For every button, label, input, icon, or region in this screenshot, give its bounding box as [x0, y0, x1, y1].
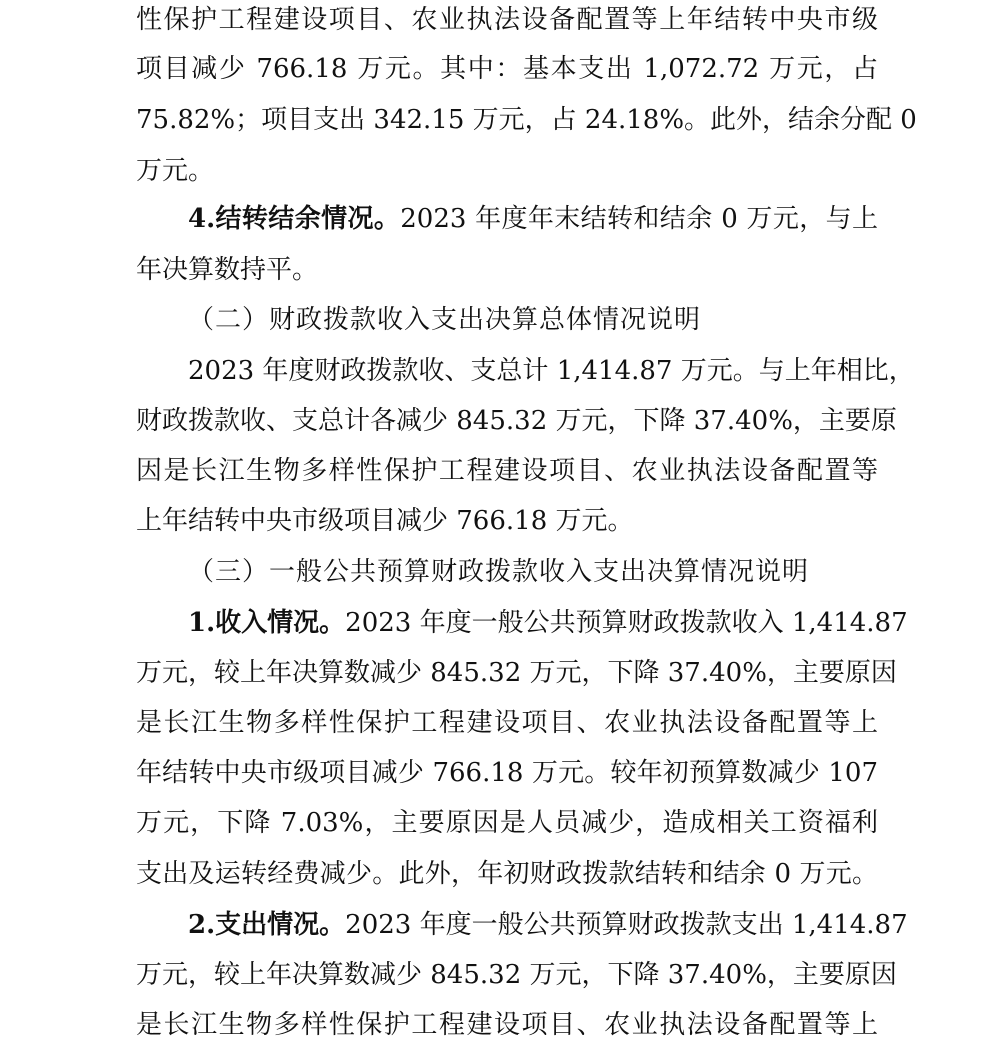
line-text: 因是长江生物多样性保护工程建设项目、农业执法设备配置等 [136, 456, 878, 486]
line-text: 年结转中央市级项目减少 766.18 万元。较年初预算数减少 107 [136, 758, 878, 788]
bold-heading: 2.支出情况。 [188, 910, 346, 940]
paragraph-line [136, 703, 878, 743]
line-text: 上年结转中央市级项目减少 766.18 万元。 [136, 506, 634, 536]
line-text: 2023 年度一般公共预算财政拨款支出 1,414.87 [345, 910, 908, 940]
paragraph-line [136, 100, 917, 140]
paragraph-line [188, 351, 915, 391]
subsection-title [188, 300, 701, 340]
paragraph-line [136, 955, 897, 995]
subsection-title [188, 552, 809, 592]
line-text: 年决算数持平。 [136, 255, 319, 285]
line-text: 2023 年度财政拨款收、支总计 1,414.87 万元。与上年相比， [188, 356, 915, 386]
paragraph-line [136, 501, 634, 541]
section-heading-line [188, 603, 908, 643]
paragraph-line [136, 854, 878, 894]
line-text: 2023 年度一般公共预算财政拨款收入 1,414.87 [345, 608, 908, 638]
line-text: 万元。 [136, 156, 215, 186]
line-text: 是长江生物多样性保护工程建设项目、农业执法设备配置等上 [136, 708, 878, 738]
paragraph-line [136, 753, 878, 793]
paragraph-line [136, 49, 878, 89]
line-text: 项目减少 766.18 万元。其中：基本支出 1,072.72 万元，占 [136, 54, 878, 84]
paragraph-line [136, 653, 897, 693]
paragraph-line [136, 0, 878, 40]
paragraph-line [136, 803, 878, 843]
paragraph-line [136, 250, 318, 290]
line-text: 财政拨款收、支总计各减少 845.32 万元，下降 37.40%，主要原 [136, 406, 897, 436]
paragraph-line [136, 1005, 878, 1045]
line-text: 75.82%；项目支出 342.15 万元，占 24.18%。此外，结余分配 0 [136, 105, 917, 135]
line-text: 是长江生物多样性保护工程建设项目、农业执法设备配置等上 [136, 1010, 878, 1040]
line-text: 万元，较上年决算数减少 845.32 万元，下降 37.40%，主要原因 [136, 960, 897, 990]
paragraph-line [136, 401, 897, 441]
section-heading-line [188, 905, 908, 945]
line-text: 支出及运转经费减少。此外，年初财政拨款结转和结余 0 万元。 [136, 859, 878, 889]
bold-heading: 1.收入情况。 [188, 608, 346, 638]
bold-heading: 4.结转结余情况。 [188, 204, 401, 234]
line-text: 万元，下降 7.03%，主要原因是人员减少，造成相关工资福利 [136, 808, 878, 838]
paragraph-line [136, 151, 214, 191]
line-text: （二）财政拨款收入支出决算总体情况说明 [188, 305, 702, 335]
paragraph-line [136, 451, 878, 491]
line-text: （三）一般公共预算财政拨款收入支出决算情况说明 [188, 557, 810, 587]
line-text: 性保护工程建设项目、农业执法设备配置等上年结转中央市级 [136, 5, 878, 35]
line-text: 2023 年度年末结转和结余 0 万元，与上 [400, 204, 878, 234]
section-heading-line [188, 199, 878, 239]
line-text: 万元，较上年决算数减少 845.32 万元，下降 37.40%，主要原因 [136, 658, 897, 688]
